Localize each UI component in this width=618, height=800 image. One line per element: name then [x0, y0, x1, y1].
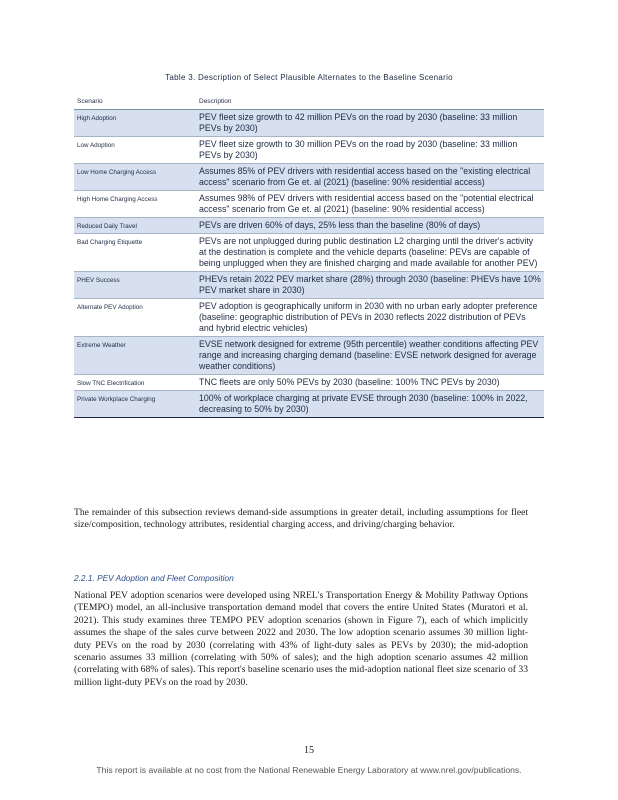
table-row: [74, 337, 544, 375]
scenario-cell: Extreme Weather: [74, 337, 196, 375]
description-cell: PEV adoption is geographically uniform in 2030 with no urban early adopter preference (baseline: geographic distribution of PEVs in 2030 reflects 2022 distribution of PEVs and hybrid electric vehicles): [196, 299, 544, 337]
description-cell: Assumes 85% of PEV drivers with residential access based on the "existing electrical access" scenario from Ge et. al (2021) (baseline: 90% residential access): [196, 164, 544, 191]
table-header-row: [74, 92, 544, 110]
table-row: [74, 272, 544, 299]
scenario-cell: PHEV Success: [74, 272, 196, 299]
table-row: [74, 218, 544, 234]
scenario-table: [74, 92, 544, 418]
scenario-cell: Alternate PEV Adoption: [74, 299, 196, 337]
scenario-cell: High Home Charging Access: [74, 191, 196, 218]
intro-paragraph: The remainder of this subsection reviews demand-side assumptions in greater detail, including assumptions for fleet size/composition, technology attributes, residential charging access, and driving/charging behavior.: [74, 507, 528, 531]
column-header-scenario: Scenario: [74, 92, 196, 110]
table-row: [74, 234, 544, 272]
table-row: [74, 391, 544, 418]
page-number: 15: [304, 745, 314, 756]
table-row: [74, 191, 544, 218]
table-row: [74, 299, 544, 337]
page-footer: This report is available at no cost from the National Renewable Energy Laboratory at www.nrel.gov/publications.: [96, 765, 522, 775]
table-row: [74, 375, 544, 391]
scenario-cell: Low Adoption: [74, 137, 196, 164]
table-row: [74, 137, 544, 164]
description-cell: PEV fleet size growth to 42 million PEVs on the road by 2030 (baseline: 33 million PEVs by 2030): [196, 110, 544, 137]
scenario-cell: Bad Charging Etiquette: [74, 234, 196, 272]
description-cell: PEVs are not unplugged during public destination L2 charging until the driver's activity at the destination is complete and the vehicle departs (baseline: PEVs are capable of being unplugged when they are finished charging and made available for another PEV): [196, 234, 544, 272]
table-row: [74, 164, 544, 191]
body-paragraph: National PEV adoption scenarios were developed using NREL's Transportation Energy & Mobility Pathway Options (TEMPO) model, an all-inclusive transportation demand model that covers the entire United States (Muratori et al. 2021). This study examines three TEMPO PEV adoption scenarios (shown in Figure 7), each of which implicitly assumes the shape of the sales curve between 2022 and 2030. The low adoption scenario assumes 30 million light-duty PEVs on the road by 2030 (correlating with 43% of light-duty sales as PEVs by 2030); the mid-adoption scenario assumes 33 million (correlating with 50% of sales); and the high adoption scenario assumes 42 million (correlating with 68% of sales). This report's baseline scenario uses the mid-adoption national fleet size scenario of 33 million light-duty PEVs on the road by 2030.: [74, 590, 528, 688]
description-cell: Assumes 98% of PEV drivers with residential access based on the "potential electrical access" scenario from Ge et. al (2021) (baseline: 90% residential access): [196, 191, 544, 218]
description-cell: PEVs are driven 60% of days, 25% less than the baseline (80% of days): [196, 218, 544, 234]
description-cell: PEV fleet size growth to 30 million PEVs on the road by 2030 (baseline: 33 million PEVs by 2030): [196, 137, 544, 164]
section-heading: 2.2.1. PEV Adoption and Fleet Composition: [74, 573, 234, 583]
scenario-cell: Low Home Charging Access: [74, 164, 196, 191]
scenario-cell: Private Workplace Charging: [74, 391, 196, 418]
description-cell: TNC fleets are only 50% PEVs by 2030 (baseline: 100% TNC PEVs by 2030): [196, 375, 544, 391]
table-caption: Table 3. Description of Select Plausible Alternates to the Baseline Scenario: [165, 73, 453, 82]
description-cell: PHEVs retain 2022 PEV market share (28%) through 2030 (baseline: PHEVs have 10% PEV market share in 2030): [196, 272, 544, 299]
column-header-description: Description: [196, 92, 544, 110]
description-cell: 100% of workplace charging at private EVSE through 2030 (baseline: 100% in 2022, decreasing to 50% by 2030): [196, 391, 544, 418]
scenario-cell: High Adoption: [74, 110, 196, 137]
scenario-cell: Slow TNC Electrification: [74, 375, 196, 391]
scenario-cell: Reduced Daily Travel: [74, 218, 196, 234]
table-row: [74, 110, 544, 137]
description-cell: EVSE network designed for extreme (95th percentile) weather conditions affecting PEV range and increasing charging demand (baseline: EVSE network designed for average weather conditions): [196, 337, 544, 375]
